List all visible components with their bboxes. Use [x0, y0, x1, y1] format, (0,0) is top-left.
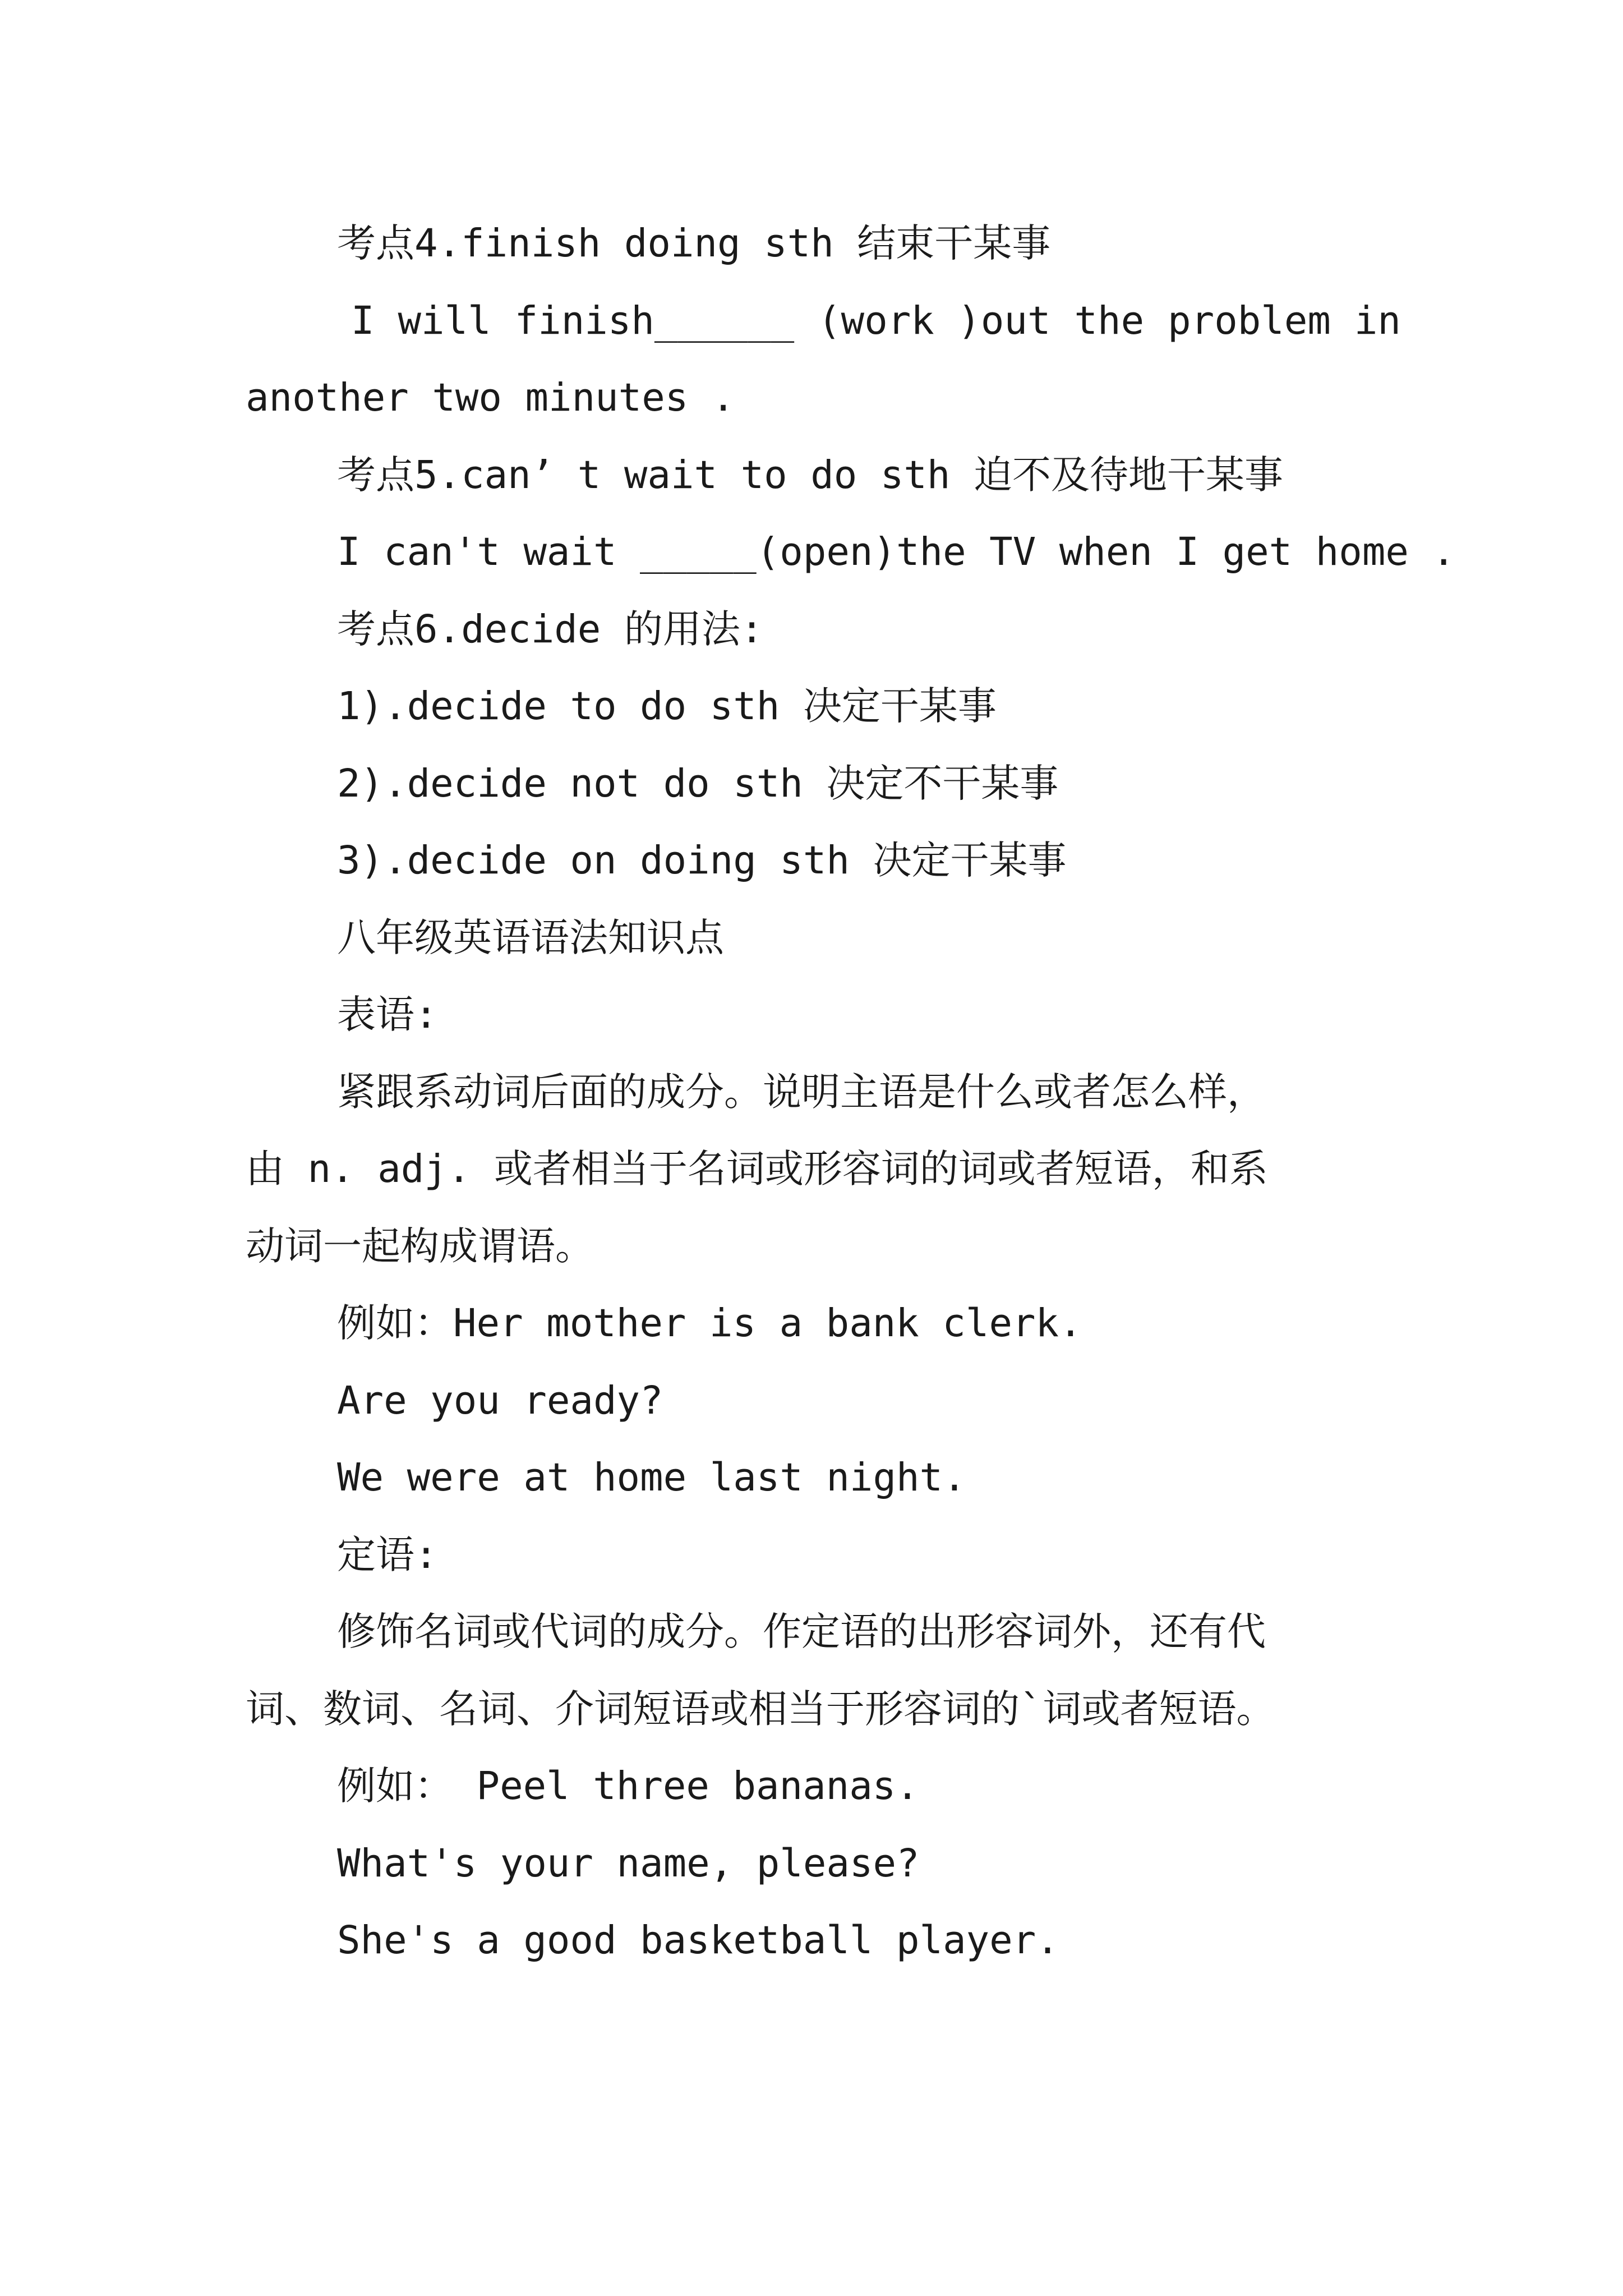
attributive-example-2: What's your name, please? — [337, 1841, 920, 1886]
exercise-blank-word: finish______ — [514, 298, 795, 343]
heading-point-5: 考点5.can’ t wait to do sth 迫不及待地干某事 — [337, 452, 1283, 498]
exercise-finish-line — [246, 283, 1401, 360]
predicative-definition-line-1: 紧跟系动词后面的成分。说明主语是什么或者怎么样， — [337, 1069, 1266, 1115]
exercise-word: problem — [1168, 298, 1331, 343]
exercise-word: will — [398, 298, 491, 343]
document-body — [246, 205, 1455, 1980]
exercise-word: the — [1074, 298, 1145, 343]
exercise-word: in — [1354, 298, 1401, 343]
attributive-example-3: She's a good basketball player. — [337, 1918, 1059, 1963]
subheading-predicative: 表语: — [337, 992, 438, 1037]
section-title-grammar: 八年级英语语法知识点 — [337, 915, 724, 960]
exercise-word: (work )out — [818, 298, 1051, 343]
attributive-definition-line-1: 修饰名词或代词的成分。作定语的出形容词外，还有代 — [337, 1609, 1266, 1654]
attributive-example-1: 例如： Peel three bananas. — [337, 1764, 919, 1809]
predicative-example-1: 例如：Her mother is a bank clerk. — [337, 1301, 1082, 1346]
predicative-definition-line-2: 由 n. adj. 或者相当于名词或形容词的词或者短语，和系 — [246, 1147, 1268, 1191]
decide-usage-3: 3).decide on doing sth 决定干某事 — [337, 838, 1067, 883]
predicative-example-3: We were at home last night. — [337, 1455, 966, 1500]
exercise-cant-wait: I can't wait _____(open)the TV when I get home . — [337, 530, 1455, 574]
subheading-attributive: 定语: — [337, 1532, 438, 1577]
attributive-definition-line-2: 词、数词、名词、介词短语或相当于形容词的`词或者短语。 — [246, 1686, 1275, 1732]
heading-point-6: 考点6.decide 的用法: — [337, 606, 764, 652]
exercise-finish-continuation: another two minutes . — [246, 375, 735, 420]
decide-usage-1: 1).decide to do sth 决定干某事 — [337, 684, 997, 729]
heading-point-4: 考点4.finish doing sth 结束干某事 — [337, 221, 1051, 266]
predicative-example-2: Are you ready? — [337, 1378, 663, 1423]
exercise-word: I — [351, 298, 375, 343]
predicative-definition-line-3: 动词一起构成谓语。 — [246, 1223, 594, 1269]
decide-usage-2: 2).decide not do sth 决定不干某事 — [337, 761, 1059, 806]
